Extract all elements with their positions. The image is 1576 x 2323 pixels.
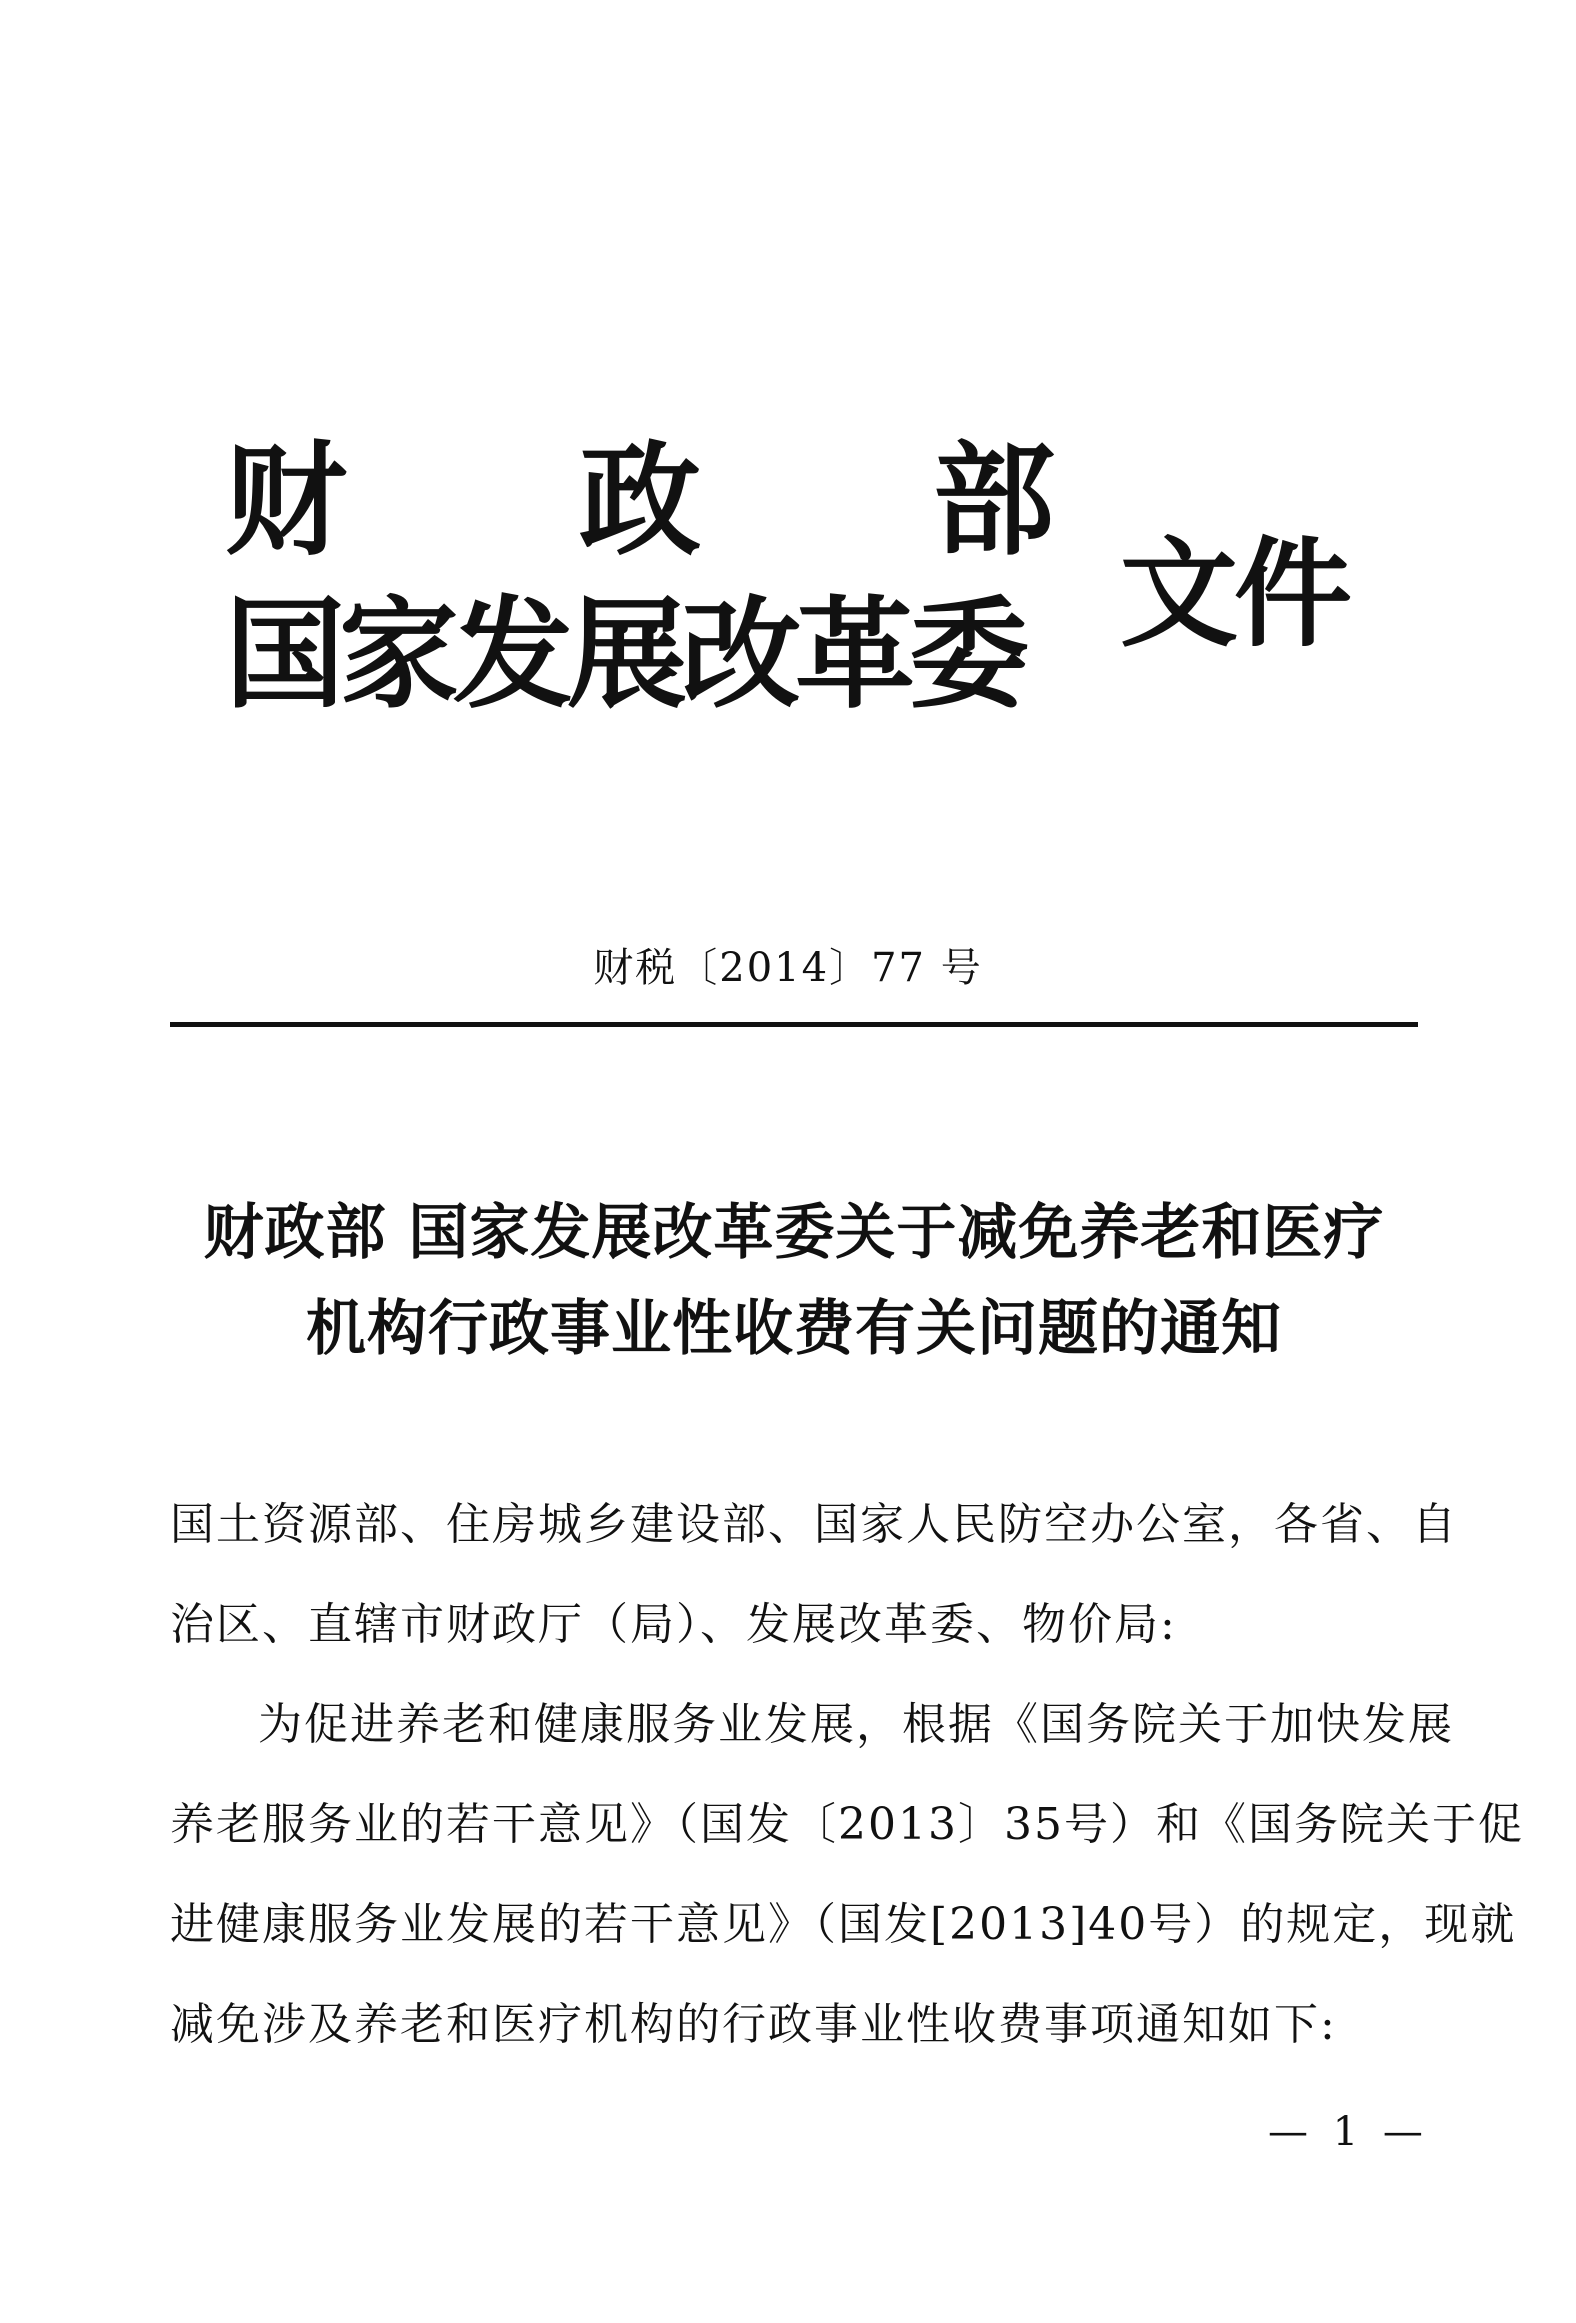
issuer-line-ministry-of-finance	[225, 430, 1055, 570]
issuer-line-ndrc: 国家发展改革委	[225, 584, 1023, 725]
document-title	[170, 1185, 1418, 1377]
body-line: 养老服务业的若干意见》（国发〔2013〕35号）和《国务院关于促	[170, 1799, 1524, 1850]
title-line: 机构行政事业性收费有关问题的通知	[306, 1294, 1282, 1364]
title-line: 财政部 国家发展改革委关于减免养老和医疗	[203, 1198, 1385, 1268]
body-line: 进健康服务业发展的若干意见》（国发[2013]40号）的规定，现就	[170, 1899, 1517, 1950]
document-suffix: 文件	[1120, 524, 1349, 663]
issuer-char: 政	[579, 428, 701, 572]
document-header	[0, 0, 1576, 760]
body-line: 减免涉及养老和医疗机构的行政事业性收费事项通知如下:	[170, 1999, 1337, 2050]
header-separator-rule	[170, 1022, 1418, 1027]
recipients-paragraph	[170, 1475, 1458, 1675]
issuer-char: 部	[933, 428, 1055, 572]
body-line: 治区、直辖市财政厅（局）、发展改革委、物价局:	[170, 1599, 1177, 1650]
issuer-char: 财	[225, 428, 347, 572]
page-number: — 1 —	[1268, 2109, 1429, 2155]
body-line: 国土资源部、住房城乡建设部、国家人民防空办公室，各省、自	[170, 1499, 1458, 1550]
body-line: 为促进养老和健康服务业发展，根据《国务院关于加快发展	[258, 1699, 1454, 1750]
document-number: 财税〔2014〕77 号	[593, 945, 983, 991]
body-paragraph	[170, 1675, 1524, 2075]
document-body	[170, 1475, 1524, 2075]
